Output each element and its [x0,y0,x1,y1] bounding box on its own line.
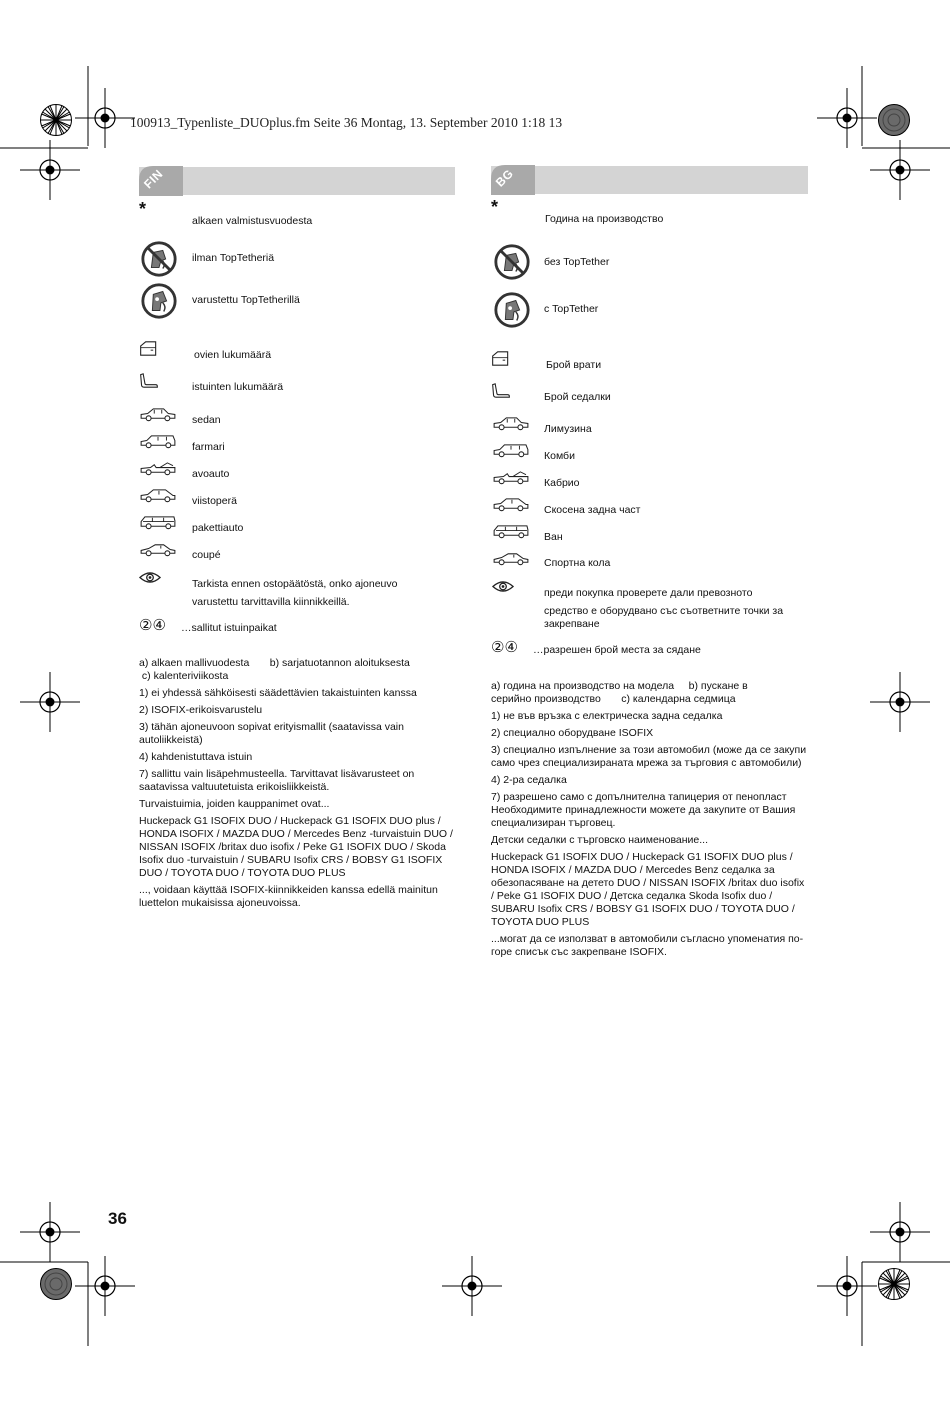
fin-outro: ..., voidaan käyttää ISOFIX-kiinnikkeiden kanssa edellä mainitun luettelon mukaisissa ajoneuvoissa. [139,884,438,909]
fin-check-line-2: varustettu tarvittavilla kiinnikkeillä. [192,596,350,608]
fin-doors-label: ovien lukumäärä [194,349,272,361]
eye-icon [492,580,514,593]
fin-note-7: 7) sallittu vain lisäpehmusteella. Tarvittavat lisävarusteet on saatavissa valtuutetuista erikoisliikkeistä. [139,768,415,793]
bg-hatchback-label: Скосена задна част [544,504,641,516]
registration-mark-icon [75,1256,135,1316]
bg-check-line-1: преди покупка проверете дали превозното [544,587,753,599]
fin-estate-label: farmari [192,441,225,453]
fin-year-label: alkaen valmistusvuodesta [192,215,313,227]
estate-car-icon [492,443,530,458]
file-header: 100913_Typenliste_DUOplus.fm Seite 36 Montag, 13. September 2010 1:18 13 [130,115,563,130]
registration-mark-icon [20,1202,80,1262]
bg-tab-label: BG [492,166,517,190]
bg-section-header [491,166,808,194]
seat-icon [491,382,511,399]
hatchback-icon [492,497,530,512]
bg-notes [491,680,809,963]
asterisk-icon: * [491,197,499,217]
bg-seats-intro: Детски седалки с търговско наименование... [491,834,708,846]
fin-seats-list: Huckepack G1 ISOFIX DUO / Huckepack G1 ISOFIX DUO plus / HONDA ISOFIX / MAZDA DUO / Mercedes Benz -turvaistuin DUO / NISSAN ISOFIX /britax duo isofix / Peke G1 ISOFIX DUO / Skoda Isofix duo -turvaistuin / SUBARU Isofix CRS / BOBSY G1 ISOFIX DUO / TOYOTA DUO / TOYOTA DUO PLUS [139,815,453,879]
door-icon [139,340,159,357]
bg-seats-label: Брой седалки [544,391,611,403]
seat-icon [139,372,159,389]
cabrio-icon [139,461,177,476]
bg-allowed-seats: …разрешен брой места за сядане [533,644,701,656]
estate-car-icon [139,434,177,449]
fin-section-header [139,167,455,195]
coupe-icon [139,542,177,557]
van-icon [139,515,177,530]
toptether-icon [493,291,531,329]
bg-year-label: Година на производство [545,213,664,225]
registration-mark-icon [870,140,930,200]
color-target-star-icon [36,100,76,140]
bg-note-2: 2) специално оборудване ISOFIX [491,727,654,739]
bg-seat-numbers: ②④ [491,639,518,656]
bg-note-ab: a) година на производство на модела b) пускане в [491,680,748,692]
bg-note-1: 1) не във връзка с електрическа задна седалка [491,710,723,722]
no-toptether-icon [140,240,178,278]
color-target-dark-icon [36,1264,76,1304]
registration-mark-icon [20,140,80,200]
color-target-dark-icon [874,100,914,140]
sedan-icon [492,416,530,431]
page-number: 36 [108,1209,127,1228]
bg-cabrio-label: Кабрио [544,477,580,489]
registration-mark-icon [817,1256,877,1316]
bg-seats-list: Huckepack G1 ISOFIX DUO / Huckepack G1 ISOFIX DUO plus / HONDA ISOFIX / MAZDA DUO / Mercedes Benz седалка за обезопасяване на детето DUO / NISSAN ISOFIX /britax duo isofix / Peke G1 ISOFIX DUO / Детска седалка Skoda Isofix duo / SUBARU Isofix CRS / BOBSY G1 ISOFIX DUO / TOYOTA DUO / TOYOTA DUO PLUS [491,851,805,928]
registration-mark-icon [870,672,930,732]
bg-van-label: Ван [544,531,563,543]
registration-mark-icon [817,88,877,148]
fin-cabrio-label: avoauto [192,468,230,480]
van-icon [492,524,530,539]
fin-seat-numbers: ②④ [139,617,166,634]
fin-toptether-label: varustettu TopTetherillä [192,294,300,306]
fin-note-4: 4) kahdenistuttava istuin [139,751,253,763]
toptether-icon [140,282,178,320]
bg-note-4: 4) 2-ра седалка [491,774,567,786]
eye-icon [139,571,161,584]
fin-allowed-seats: …sallitut istuinpaikat [181,622,277,634]
bg-toptether-label: с TopTether [544,303,599,315]
door-icon [491,350,511,367]
coupe-icon [492,551,530,566]
fin-seats-label: istuinten lukumäärä [192,381,284,393]
color-target-star-icon [874,1264,914,1304]
cabrio-icon [492,470,530,485]
asterisk-icon: * [139,199,147,219]
bg-doors-label: Брой врати [546,359,602,371]
fin-check-line-1: Tarkista ennen ostopäätöstä, onko ajoneuvo [192,578,398,590]
registration-mark-icon [20,672,80,732]
fin-note-ab: a) alkaen mallivuodesta b) sarjatuotannon aloituksesta [139,657,410,669]
fin-notes [139,657,455,914]
registration-mark-icon [870,1202,930,1262]
bg-check-line-2: средство е оборудвано със съответните точки за [544,605,784,617]
bg-sedan-label: Лимузина [544,423,592,435]
bg-coupe-label: Спортна кола [544,557,611,569]
registration-mark-icon [442,1256,502,1316]
fin-note-1: 1) ei yhdessä sähköisesti säädettävien takaistuinten kanssa [139,687,417,699]
fin-van-label: pakettiauto [192,522,244,534]
bg-outro: ...могат да се използват в автомобили съгласно упоменатия по-горе списък със закрепване ISOFIX. [491,933,804,958]
fin-seats-intro: Turvaistuimia, joiden kauppanimet ovat... [139,798,330,810]
fin-note-2: 2) ISOFIX-erikoisvarustelu [139,704,263,716]
fin-tab-label: FIN [141,166,166,192]
bg-note-3: 3) специално изпълнение за този автомобил (може да се закупи само чрез специализираната мрежа за търговия с автомобили) [491,744,807,769]
bg-estate-label: Комби [544,450,575,462]
sedan-icon [139,407,177,422]
fin-no-toptether-label: ilman TopTetheriä [192,252,275,264]
bg-note-7: 7) разрешено само с допълнителна тапицерия от пенопласт Необходимите принадлежности можете да закупите от Вашия специализиран търговец. [491,791,796,829]
hatchback-icon [139,488,177,503]
no-toptether-icon [493,243,531,281]
fin-hatchback-label: viistoperä [192,495,237,507]
fin-note-3: 3) tähän ajoneuvoon sopivat erityismallit (saatavissa vain autoliikkeistä) [139,721,404,746]
bg-note-c: серийно производство c) календарна седмица [491,693,736,705]
fin-sedan-label: sedan [192,414,221,426]
bg-check-line-3: закрепване [544,618,600,630]
fin-note-c: c) kalenteriviikosta [139,670,229,682]
fin-coupe-label: coupé [192,549,221,561]
bg-no-toptether-label: без TopTether [544,256,610,268]
registration-mark-icon [75,88,135,148]
